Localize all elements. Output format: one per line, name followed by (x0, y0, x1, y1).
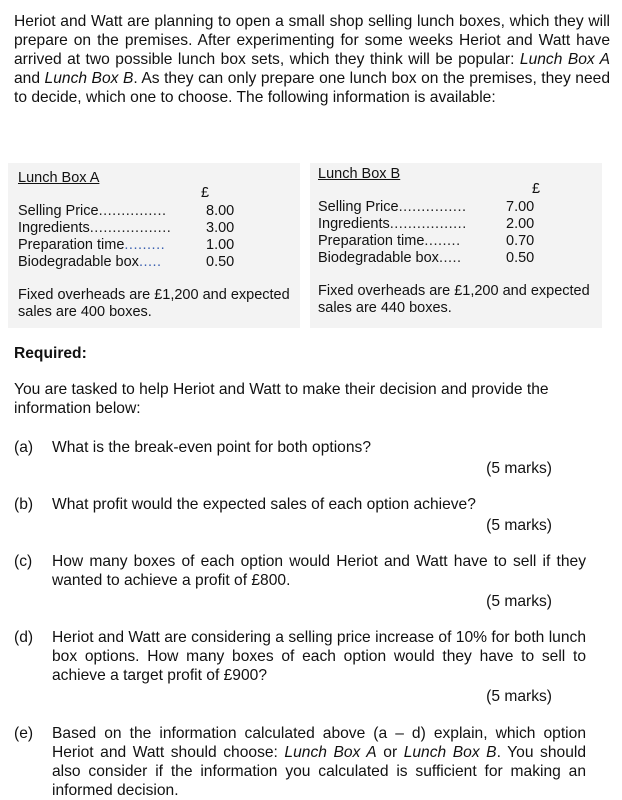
question-option-a: Lunch Box A (284, 744, 377, 761)
lunch-box-b-overheads: Fixed overheads are £1,200 and expected sales are 440 boxes. (318, 283, 590, 316)
leader-dots: ..... (138, 254, 162, 270)
leader-dots: ..... (438, 250, 462, 266)
cost-value: 0.50 (506, 250, 535, 266)
cost-value: 8.00 (206, 203, 235, 219)
leader-dots: ........ (424, 233, 461, 249)
leader-dots: ............... (398, 199, 467, 215)
cost-row (318, 250, 535, 267)
question-letter: (a) (14, 439, 34, 456)
question-text: Heriot and Watt are considering a selling price increase of 10% for both lunch box options. How many boxes of each option would they have to sell to achieve a target profit of £900? (52, 629, 586, 684)
intro-paragraph (14, 12, 610, 107)
cost-label: Ingredients (318, 216, 390, 232)
question-marks: (5 marks) (486, 593, 552, 610)
cost-label: Biodegradable box (18, 254, 139, 270)
cost-value: 7.00 (506, 199, 535, 215)
required-heading: Required: (14, 345, 87, 362)
cost-label: Selling Price (318, 199, 399, 215)
intro-text-1: Heriot and Watt are planning to open a small shop selling lunch boxes, which they will prepare on the premises. After experimenting for some weeks Heriot and Watt have arrived at two possible lunch box sets, which they think will be popular: (14, 13, 610, 68)
cost-row (318, 199, 535, 216)
cost-value: 2.00 (506, 216, 535, 232)
cost-row (318, 216, 535, 233)
question-text-part: . You should also consider if the information you calculated is sufficient for making an informed decision. (52, 744, 586, 799)
cost-label: Preparation time (318, 233, 425, 249)
question-d (14, 628, 588, 710)
question-letter: (c) (14, 553, 33, 570)
lunch-box-a-panel (8, 163, 300, 328)
question-letter: (b) (14, 496, 34, 513)
question-text: What is the break-even point for both options? (52, 439, 371, 456)
cost-label: Selling Price (18, 203, 99, 219)
cost-row (318, 233, 535, 250)
question-option-b: Lunch Box B (403, 744, 497, 761)
question-b (14, 495, 588, 539)
intro-option-b: Lunch Box B (44, 70, 134, 87)
cost-label: Biodegradable box (318, 250, 439, 266)
cost-label: Preparation time (18, 237, 125, 253)
question-or: or (376, 744, 404, 761)
question-c (14, 552, 588, 616)
cost-value: 0.50 (206, 254, 235, 270)
lunch-box-b-title: Lunch Box B (318, 166, 401, 182)
intro-conjunction: and (14, 70, 45, 87)
lunch-box-b-panel (310, 163, 602, 328)
question-marks: (5 marks) (486, 688, 552, 705)
cost-row (18, 237, 235, 254)
cost-value: 3.00 (206, 220, 235, 236)
question-text-part: Based on the information calculated above (a – d) explain, which option Heriot and Watt should choose: (52, 725, 586, 761)
question-letter: (d) (14, 629, 34, 646)
intro-option-a: Lunch Box A (519, 51, 610, 68)
lunch-box-b-costs (318, 199, 535, 267)
question-text (52, 724, 586, 800)
question-marks: (5 marks) (486, 517, 552, 534)
leader-dots: ......... (124, 237, 166, 253)
lunch-box-a-costs (18, 203, 235, 271)
cost-row (18, 203, 235, 220)
lunch-box-a-currency: £ (201, 185, 210, 201)
cost-value: 0.70 (506, 233, 535, 249)
leader-dots: ................. (389, 216, 467, 232)
leader-dots: .................. (89, 220, 172, 236)
cost-value: 1.00 (206, 237, 235, 253)
question-text: What profit would the expected sales of each option achieve? (52, 496, 476, 513)
question-marks: (5 marks) (486, 460, 552, 477)
question-e (14, 724, 588, 798)
question-letter: (e) (14, 725, 34, 742)
cost-row (18, 254, 235, 271)
question-a (14, 438, 588, 482)
task-paragraph: You are tasked to help Heriot and Watt to make their decision and provide the information below: (14, 381, 549, 417)
lunch-box-a-overheads: Fixed overheads are £1,200 and expected sales are 400 boxes. (18, 287, 290, 320)
lunch-box-a-title: Lunch Box A (18, 170, 100, 186)
lunch-box-b-currency: £ (532, 181, 541, 197)
question-text: How many boxes of each option would Heriot and Watt have to sell if they wanted to achieve a profit of £800. (52, 553, 586, 589)
cost-row (18, 220, 235, 237)
intro-text-2: . As they can only prepare one lunch box on the premises, they need to decide, which one to choose. The following information is available: (14, 70, 610, 106)
cost-label: Ingredients (18, 220, 90, 236)
leader-dots: ............... (98, 203, 167, 219)
